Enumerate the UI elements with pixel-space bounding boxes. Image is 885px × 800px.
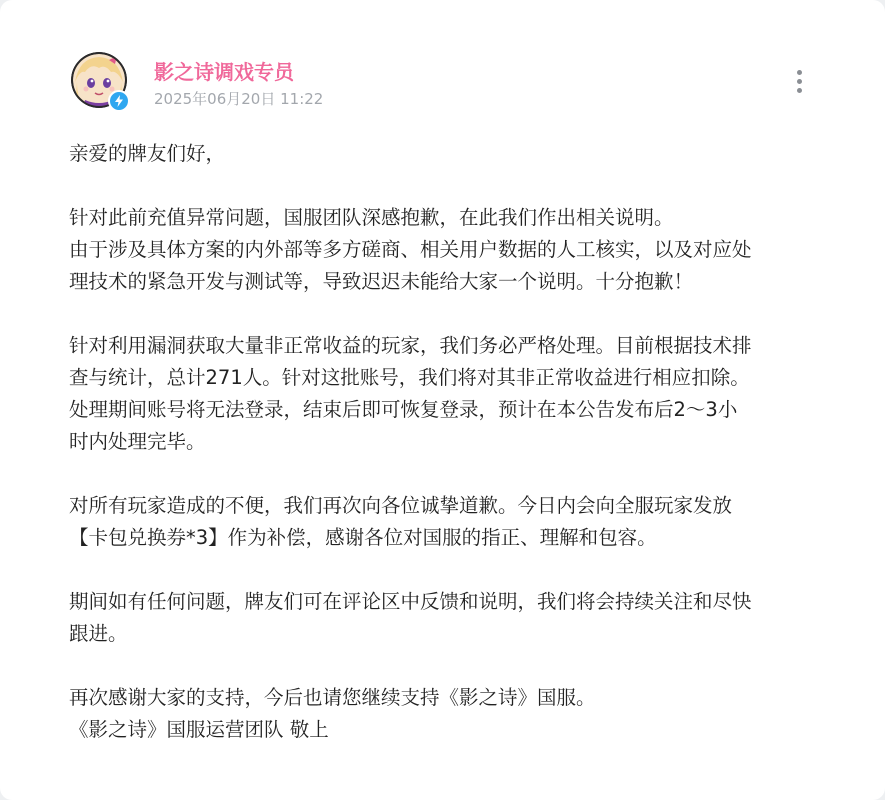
paragraph-gap: [69, 554, 829, 586]
post-body: [69, 138, 829, 746]
paragraph-gap: [69, 650, 829, 682]
avatar[interactable]: [71, 52, 127, 108]
body-line: 时内处理完毕。: [69, 430, 206, 453]
paragraph-gap: [69, 170, 829, 202]
more-dot: [797, 79, 802, 84]
post-timestamp: 2025年06月20日 11:22: [154, 90, 324, 108]
body-line: 处理期间账号将无法登录，结束后即可恢复登录，预计在本公告发布后2～3小: [69, 398, 738, 421]
body-line: 针对此前充值异常问题，国服团队深感抱歉，在此我们作出相关说明。: [69, 206, 674, 229]
paragraph-gap: [69, 458, 829, 490]
body-line: 期间如有任何问题，牌友们可在评论区中反馈和说明，我们将会持续关注和尽快: [69, 590, 752, 613]
body-line: 跟进。: [69, 622, 128, 645]
signature-line: 《影之诗》国服运营团队 敬上: [69, 718, 329, 741]
body-line: 对所有玩家造成的不便，我们再次向各位诚挚道歉。今日内会向全服玩家发放: [69, 494, 733, 517]
post-header: [71, 52, 831, 112]
lightning-icon: [108, 90, 130, 112]
closing-line: 再次感谢大家的支持，今后也请您继续支持《影之诗》国服。: [69, 686, 596, 709]
greeting-line: 亲爱的牌友们好，: [69, 142, 226, 165]
body-line: 理技术的紧急开发与测试等，导致迟迟未能给大家一个说明。十分抱歉！: [69, 270, 694, 293]
more-dot: [797, 70, 802, 75]
body-line: 针对利用漏洞获取大量非正常收益的玩家，我们务必严格处理。目前根据技术排: [69, 334, 752, 357]
body-line: 查与统计，总计271人。针对这批账号，我们将对其非正常收益进行相应扣除。: [69, 366, 750, 389]
body-line: 由于涉及具体方案的内外部等多方磋商、相关用户数据的人工核实，以及对应处: [69, 238, 752, 261]
author-name[interactable]: 影之诗调戏专员: [154, 60, 294, 84]
more-vertical-icon[interactable]: [789, 66, 809, 96]
paragraph-gap: [69, 298, 829, 330]
body-line: 【卡包兑换券*3】作为补偿，感谢各位对国服的指正、理解和包容。: [69, 526, 657, 549]
more-dot: [797, 88, 802, 93]
